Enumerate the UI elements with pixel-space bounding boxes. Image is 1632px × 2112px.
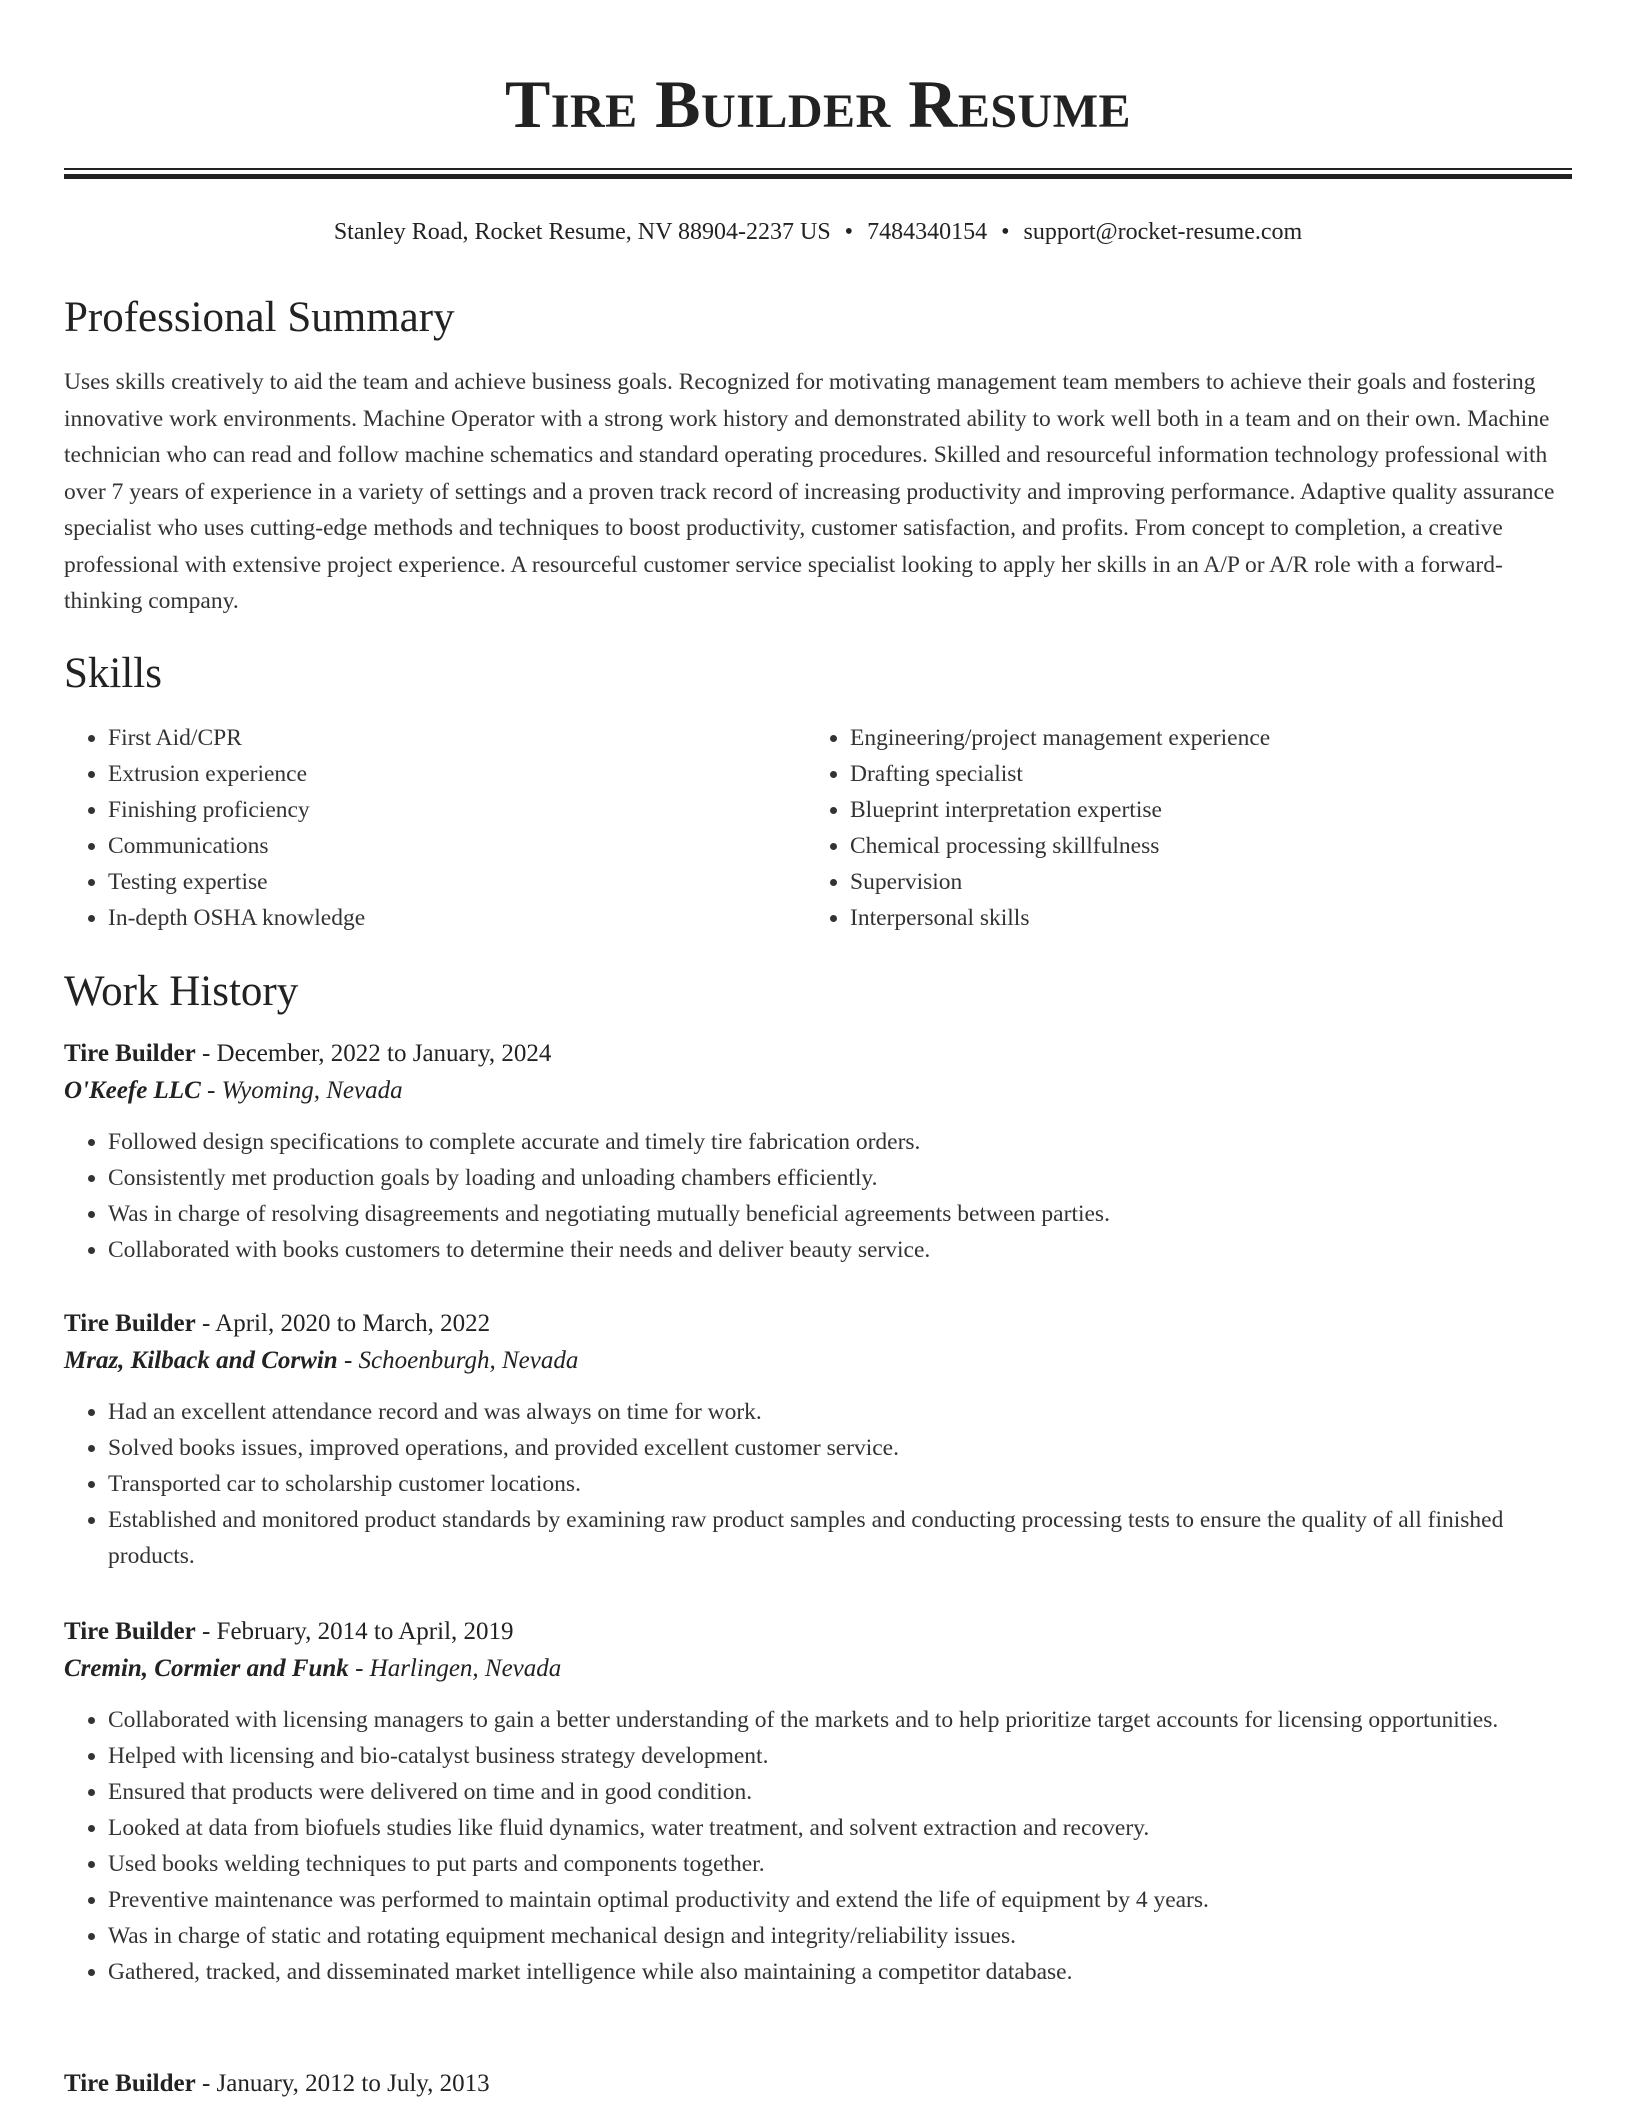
job-bullet: • Preventive maintenance was performed to maintain optimal productivity and extend the life of equipment by 4 years.	[108, 1882, 1572, 1918]
job-bullet: • Collaborated with licensing managers to gain a better understanding of the markets and to help prioritize target accounts for licensing opportunities.	[108, 1702, 1572, 1738]
job-dates: - January, 2012 to July, 2013	[195, 2070, 490, 2097]
job-dates: - December, 2022 to January, 2024	[195, 1040, 552, 1067]
job-bullet: • Ensured that products were delivered on time and in good condition.	[108, 1774, 1572, 1810]
skill-item: • Testing expertise	[108, 864, 748, 900]
skill-item: • Drafting specialist	[850, 756, 1490, 792]
summary-heading: Professional Summary	[64, 294, 455, 341]
title-divider-thick	[64, 174, 1572, 179]
job-entry	[64, 1036, 1572, 1268]
contact-address: Stanley Road, Rocket Resume, NV 88904-2237 US	[333, 219, 831, 245]
skill-item: • First Aid/CPR	[108, 720, 748, 756]
job-title-line	[64, 1306, 1572, 1342]
contact-email: support@rocket-resume.com	[1023, 219, 1303, 245]
job-bullet: • Established and monitored product standards by examining raw product samples and conducting processing tests to ensure the quality of all finished products.	[108, 1502, 1572, 1574]
job-bullet: • Transported car to scholarship customer locations.	[108, 1466, 1572, 1502]
skill-item: • Extrusion experience	[108, 756, 748, 792]
job-bullet: • Had an excellent attendance record and was always on time for work.	[108, 1394, 1572, 1430]
job-bullet: • Was in charge of static and rotating equipment mechanical design and integrity/reliability issues.	[108, 1918, 1572, 1954]
skill-item: • Blueprint interpretation expertise	[850, 792, 1490, 828]
job-company: Cremin, Cormier and Funk	[64, 1655, 349, 1682]
summary-text: Uses skills creatively to aid the team and achieve business goals. Recognized for motivating management team members to achieve their goals and fostering innovative work environments. Machine Operator with a strong work history and demonstrated ability to work well both in a team and on their own. Machine technician who can read and follow machine schematics and standard operating procedures. Skilled and resourceful information technology professional with over 7 years of experience in a variety of settings and a proven track record of increasing productivity and improving performance. Adaptive quality assurance specialist who uses cutting-edge methods and techniques to boost productivity, customer satisfaction, and profits. From concept to completion, a creative professional with extensive project experience. A resourceful customer service specialist looking to apply her skills in an A/P or A/R role with a forward-thinking company.	[64, 369, 1555, 614]
job-dates: - February, 2014 to April, 2019	[195, 1618, 514, 1645]
skill-item: • Communications	[108, 828, 748, 864]
job-bullet: • Used books welding techniques to put parts and components together.	[108, 1846, 1572, 1882]
job-dates: - April, 2020 to March, 2022	[195, 1310, 491, 1337]
job-title-line	[64, 2066, 1572, 2102]
resume-title: Tire Builder Resume	[504, 66, 1132, 142]
job-bullet: • Solved books issues, improved operations, and provided excellent customer service.	[108, 1430, 1572, 1466]
resume-page	[64, 0, 1572, 2097]
job-bullet: • Gathered, tracked, and disseminated market intelligence while also maintaining a competitor database.	[108, 1954, 1572, 1990]
contact-separator: •	[844, 219, 854, 245]
job-entry	[64, 1306, 1572, 1574]
work-history-heading: Work History	[64, 968, 299, 1015]
job-entry	[64, 1614, 1572, 1990]
job-bullets	[64, 1124, 1572, 1268]
skill-item: • Finishing proficiency	[108, 792, 748, 828]
job-bullet: • Collaborated with books customers to determine their needs and deliver beauty service.	[108, 1232, 1572, 1268]
job-bullets	[64, 1702, 1572, 1990]
job-bullet: • Was in charge of resolving disagreements and negotiating mutually beneficial agreements between parties.	[108, 1196, 1572, 1232]
job-bullet: • Helped with licensing and bio-catalyst business strategy development.	[108, 1738, 1572, 1774]
job-bullet: • Looked at data from biofuels studies like fluid dynamics, water treatment, and solvent extraction and recovery.	[108, 1810, 1572, 1846]
job-bullet: • Followed design specifications to complete accurate and timely tire fabrication orders.	[108, 1124, 1572, 1160]
skill-item: • Supervision	[850, 864, 1490, 900]
job-company: Mraz, Kilback and Corwin	[64, 1347, 338, 1374]
job-role: Tire Builder	[64, 1040, 196, 1067]
job-location: - Wyoming, Nevada	[200, 1077, 403, 1104]
job-company: O'Keefe LLC	[64, 1077, 201, 1104]
job-entry	[64, 2066, 1572, 2102]
skill-item: • Engineering/project management experience	[850, 720, 1490, 756]
job-role: Tire Builder	[64, 1310, 196, 1337]
job-company-line	[64, 1650, 1572, 1688]
job-bullets	[64, 1394, 1572, 1574]
skills-heading: Skills	[64, 650, 162, 697]
contact-separator: •	[1001, 219, 1010, 245]
job-role: Tire Builder	[64, 1618, 196, 1645]
job-company-line	[64, 1072, 1572, 1110]
contact-line	[64, 214, 1572, 250]
job-title-line	[64, 1614, 1572, 1650]
skill-item: • In-depth OSHA knowledge	[108, 900, 748, 936]
job-title-line	[64, 1036, 1572, 1072]
title-divider-thin	[64, 168, 1572, 170]
contact-phone: 7484340154	[867, 219, 988, 245]
job-bullet: • Consistently met production goals by loading and unloading chambers efficiently.	[108, 1160, 1572, 1196]
job-company-line	[64, 1342, 1572, 1380]
skills-column-left	[64, 720, 748, 936]
job-location: - Harlingen, Nevada	[348, 1655, 562, 1682]
skills-column-right	[806, 720, 1490, 936]
job-location: - Schoenburgh, Nevada	[337, 1347, 579, 1374]
job-role: Tire Builder	[64, 2070, 196, 2097]
skill-item: • Chemical processing skillfulness	[850, 828, 1490, 864]
skill-item: • Interpersonal skills	[850, 900, 1490, 936]
